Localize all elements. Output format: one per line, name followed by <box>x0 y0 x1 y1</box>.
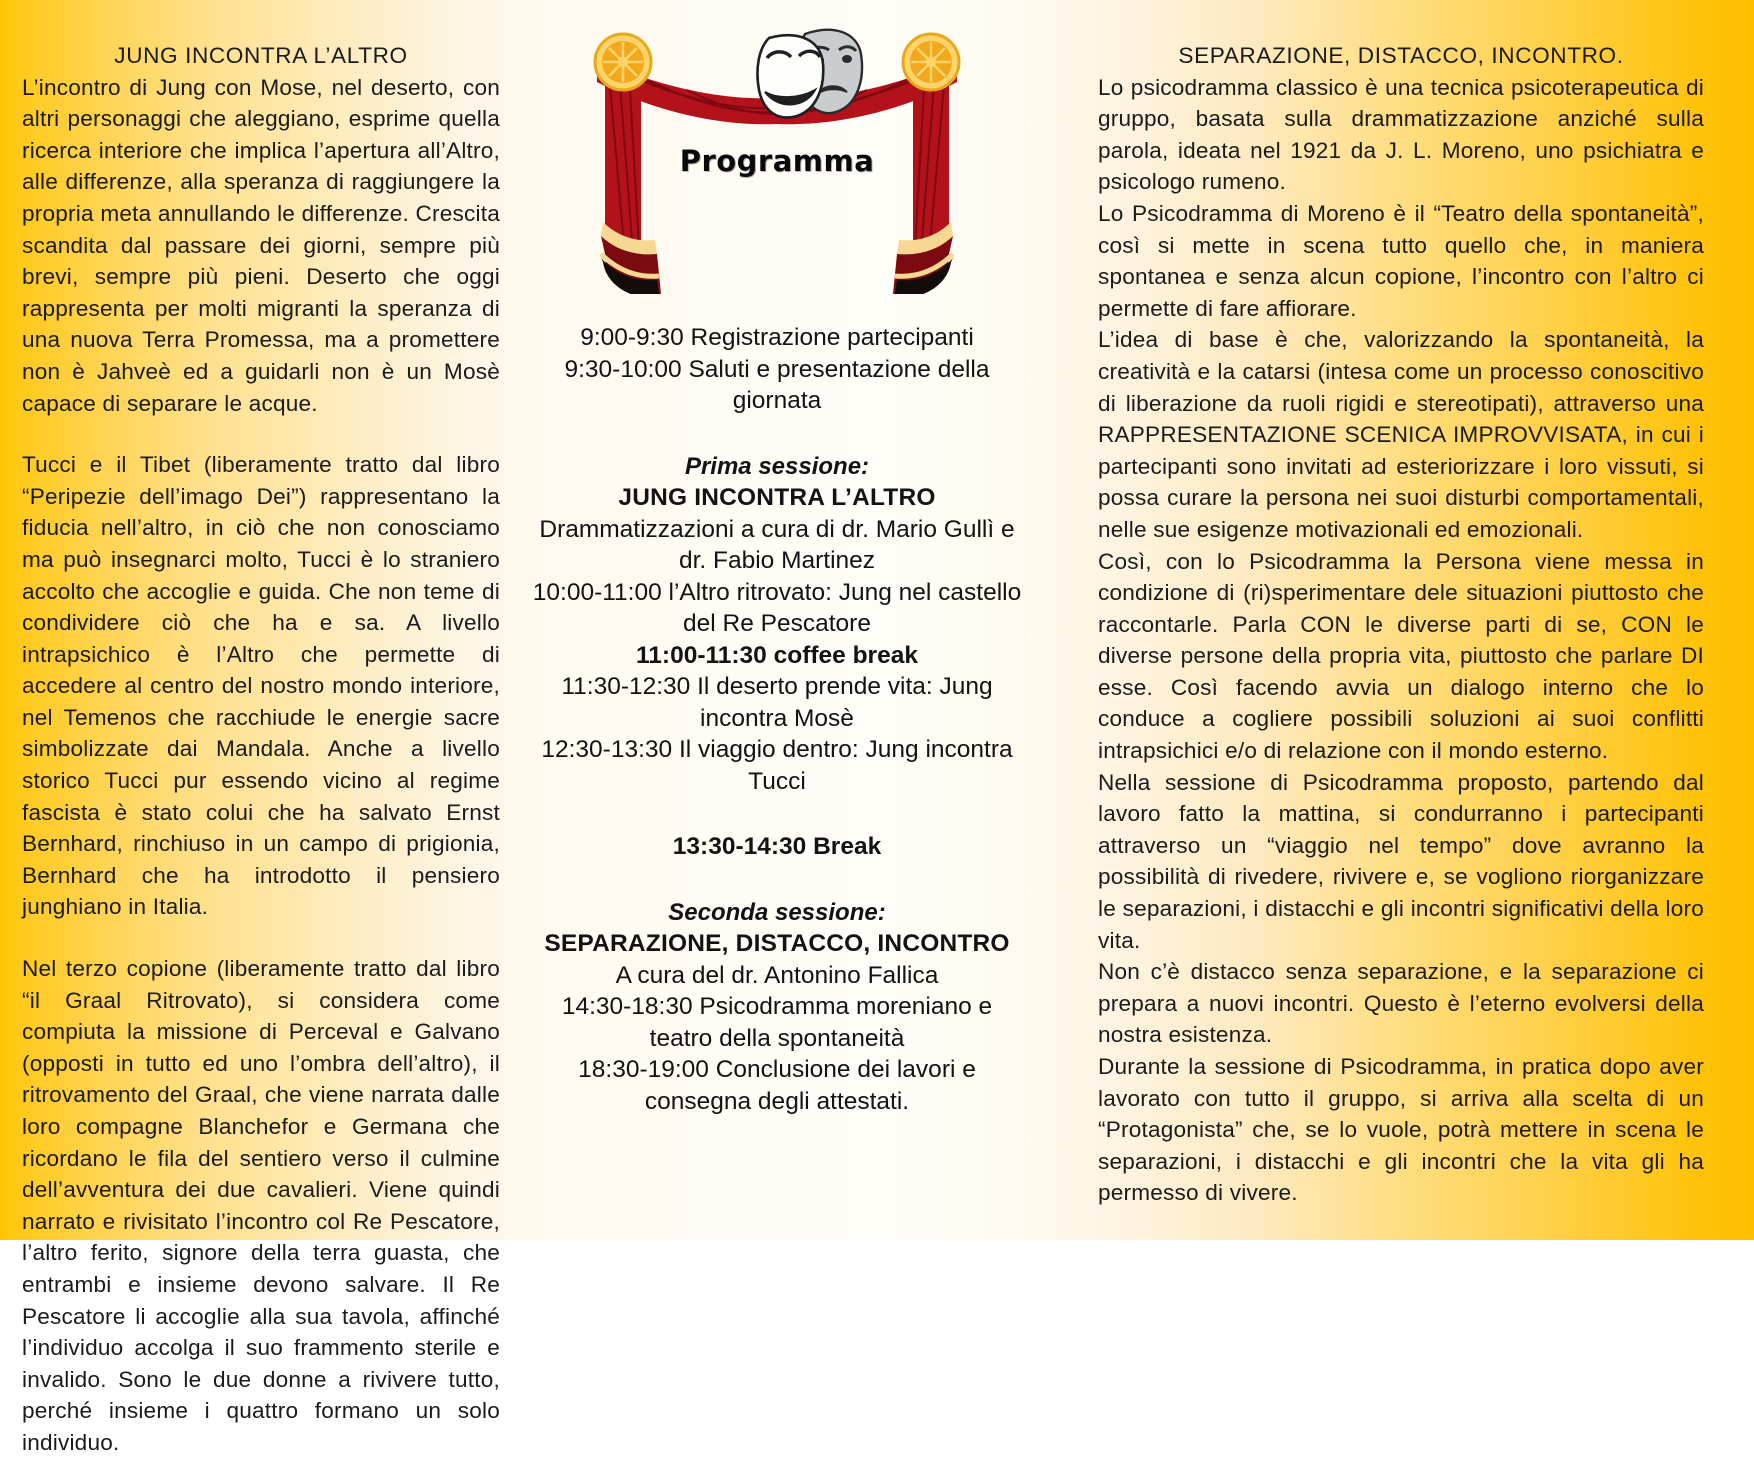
left-column-heading: JUNG INCONTRA L’ALTRO <box>114 43 408 68</box>
programma-title: Programma <box>679 144 875 178</box>
left-column <box>0 0 516 1455</box>
paragraph: L’idea di base è che, valorizzando la spontaneità, la creatività e la catarsi (intesa come un processo conoscitivo di liberazione da ruoli rigidi e stereotipati), attraverso una RAPPRESENTAZIONE SCENICA IMPROVVISATA, in cui i partecipanti sono invitati ad esteriorizzare i loro vissuti, si possa curare la persona nei suoi disturbi comportamentali, nelle sue esigenze motivazionali ed emozionali. <box>1098 327 1704 542</box>
schedule-item: Drammatizzazioni a cura di dr. Mario Gullì e dr. Fabio Martinez <box>539 515 1015 574</box>
paragraph: Lo psicodramma classico è una tecnica psicoterapeutica di gruppo, basata sulla drammatizzazione anziché sulla parola, ideata nel 1921 da J. L. Moreno, uno psichiatra e psicologo rumeno. <box>1098 74 1704 195</box>
right-column-heading: SEPARAZIONE, DISTACCO, INCONTRO. <box>1178 43 1624 68</box>
schedule-item: 18:30-19:00 Conclusione dei lavori e consegna degli attestati. <box>578 1056 976 1115</box>
paragraph: Lo Psicodramma di Moreno è il “Teatro della spontaneità”, così si mette in scena tutto quello che, in maniera spontanea e senza alcun copione, l’incontro con l’altro ci permette di fare affiorare. <box>1098 200 1704 321</box>
paragraph: Nella sessione di Psicodramma proposto, partendo dal lavoro fatto la mattina, si condurranno i partecipanti attraverso un “viaggio nel tempo” dove avranno la possibilità di rivedere, rivivere e, se vogliono riorganizzare le separazioni, i distacchi e gli incontri significativi della loro vita. <box>1098 769 1704 953</box>
center-column <box>516 0 1038 1240</box>
rosette-right <box>903 34 959 90</box>
schedule-gap <box>532 863 1022 897</box>
schedule-item: 12:30-13:30 Il viaggio dentro: Jung incontra Tucci <box>541 736 1013 795</box>
paragraph: Non c’è distacco senza separazione, e la separazione ci prepara a nuovi incontri. Questo è l’eterno evolversi della nostra esistenza. <box>1098 959 1704 1048</box>
paragraph: Così, con lo Psicodramma la Persona viene messa in condizione di (ri)sperimentare dele situazioni piuttosto che raccontarle. Parla CON le diverse parti di se, CON le diverse persone della propria vita, piuttosto che parlare DI esse. Così facendo avvia un dialogo interno che lo conduce a cogliere possibili soluzioni ai suoi conflitti intrapsichici e/o di relazione con il mondo esterno. <box>1098 548 1704 764</box>
paragraph: Nel terzo copione (liberamente tratto dal libro “il Graal Ritrovato), si considera come compiuta la missione di Perceval e Galvano (opposti in tutto ed uno l’ombra dell’altro), il ritrovamento del Graal, che viene narrata dalle loro compagne Blanchefor e Germana che ricordano le fila del sentiero verso il culmine dell’avventura dei due cavalieri. Viene quindi narrato e rivisitato l’incontro col Re Pescatore, l’altro ferito, signore della terra guasta, che entrambi e insieme devono salvare. Il Re Pescatore li accoglie alla sua tavola, affinché l’individuo accolga il suo frammento sterile e invalido. Sono le due donne a rivivere tutto, perché insieme i quattro formano un solo individuo. <box>22 956 500 1455</box>
right-column <box>1038 0 1754 1240</box>
schedule-gap <box>532 417 1022 451</box>
session-title: SEPARAZIONE, DISTACCO, INCONTRO <box>544 930 1010 957</box>
right-column-body <box>1098 72 1704 1209</box>
schedule-item: 9:30-10:00 Saluti e presentazione della giornata <box>564 355 990 414</box>
comedy-mask <box>757 35 823 117</box>
rosette-left <box>595 34 651 90</box>
paragraph: Durante la sessione di Psicodramma, in pratica dopo aver lavorato con tutto il gruppo, si arriva alla scelta di un “Protagonista” che, se lo vuole, potrà mettere in scena le separazioni, i distacchi e gli incontri che la vita gli ha permesso di vivere. <box>1098 1054 1704 1206</box>
session-title: JUNG INCONTRA L’ALTRO <box>618 484 936 511</box>
schedule-item: 11:00-11:30 coffee break <box>636 641 918 669</box>
paragraph: L’incontro di Jung con Mose, nel deserto, con altri personaggi che aleggiano, esprime quella ricerca interiore che implica l’apertura all’Altro, alle differenze, alla speranza di raggiungere la propria meta annullando le differenze. Crescita scandita dal passare dei giorni, sempre più brevi, sempre più pieni. Deserto che oggi rappresenta per molti migranti la speranza di una nuova Terra Promessa, ma a promettere non è Jahveè ed a guidarli non è un Mosè capace di separare le acque. <box>22 74 500 416</box>
paragraph: Tucci e il Tibet (liberamente tratto dal libro “Peripezie dell’imago Dei”) rappresentano la fiducia nell’altro, in ciò che non conosciamo ma può insegnarci molto, Tucci è lo straniero accolto che accoglie e guida. Che non teme di condividere ciò che ha e sa. A livello intrapsichico è l’Altro che permette di accedere al centro del nostro mondo interiore, nel Temenos che racchiude le energie sacre simbolizzate dai Mandala. Anche a livello storico Tucci pur essendo vicino al regime fascista è stato colui che ha salvato Ernst Bernhard, rinchiuso in un campo di prigionia, Bernhard che ha introdotto il pensiero junghiano in Italia. <box>22 452 500 920</box>
schedule-item: 9:00-9:30 Registrazione partecipanti <box>580 324 974 351</box>
program-schedule <box>526 322 1028 1117</box>
schedule-item: 11:30-12:30 Il deserto prende vita: Jung incontra Mosè <box>561 673 993 732</box>
schedule-gap <box>532 797 1022 831</box>
schedule-item: 14:30-18:30 Psicodramma moreniano e teatro della spontaneità <box>561 993 993 1052</box>
schedule-item: 13:30-14:30 Break <box>672 833 882 860</box>
schedule-item: 10:00-11:00 l’Altro ritrovato: Jung nel castello del Re Pescatore <box>532 578 1022 637</box>
left-column-body <box>22 72 500 1459</box>
schedule-item: A cura del dr. Antonino Fallica <box>615 961 939 989</box>
theatre-curtain-illustration <box>557 22 997 304</box>
session-label: Seconda sessione: <box>668 898 886 926</box>
session-label: Prima sessione: <box>684 452 870 480</box>
